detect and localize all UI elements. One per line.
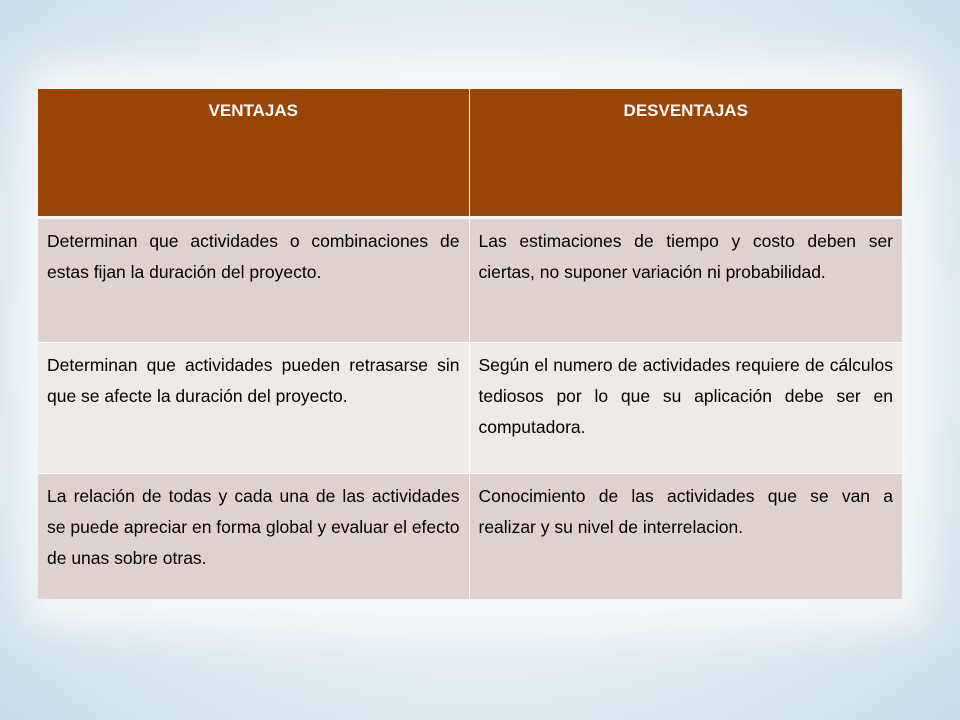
ventaja-cell: La relación de todas y cada una de las actividades se puede apreciar en forma global y evaluar el efecto de unas sobre otras. xyxy=(38,473,469,599)
table-row xyxy=(38,217,902,342)
desventaja-cell: Las estimaciones de tiempo y costo deben ser ciertas, no suponer variación ni probabilidad. xyxy=(469,217,902,342)
comparison-table xyxy=(38,89,902,599)
ventaja-cell: Determinan que actividades pueden retrasarse sin que se afecte la duración del proyecto. xyxy=(38,342,469,473)
header-ventajas: VENTAJAS xyxy=(38,89,469,217)
desventaja-cell: Conocimiento de las actividades que se van a realizar y su nivel de interrelacion. xyxy=(469,473,902,599)
table-header-row xyxy=(38,89,902,217)
ventaja-cell: Determinan que actividades o combinaciones de estas fijan la duración del proyecto. xyxy=(38,217,469,342)
table-row xyxy=(38,342,902,473)
desventaja-cell: Según el numero de actividades requiere de cálculos tediosos por lo que su aplicación debe ser en computadora. xyxy=(469,342,902,473)
header-desventajas: DESVENTAJAS xyxy=(469,89,902,217)
table-row xyxy=(38,473,902,599)
